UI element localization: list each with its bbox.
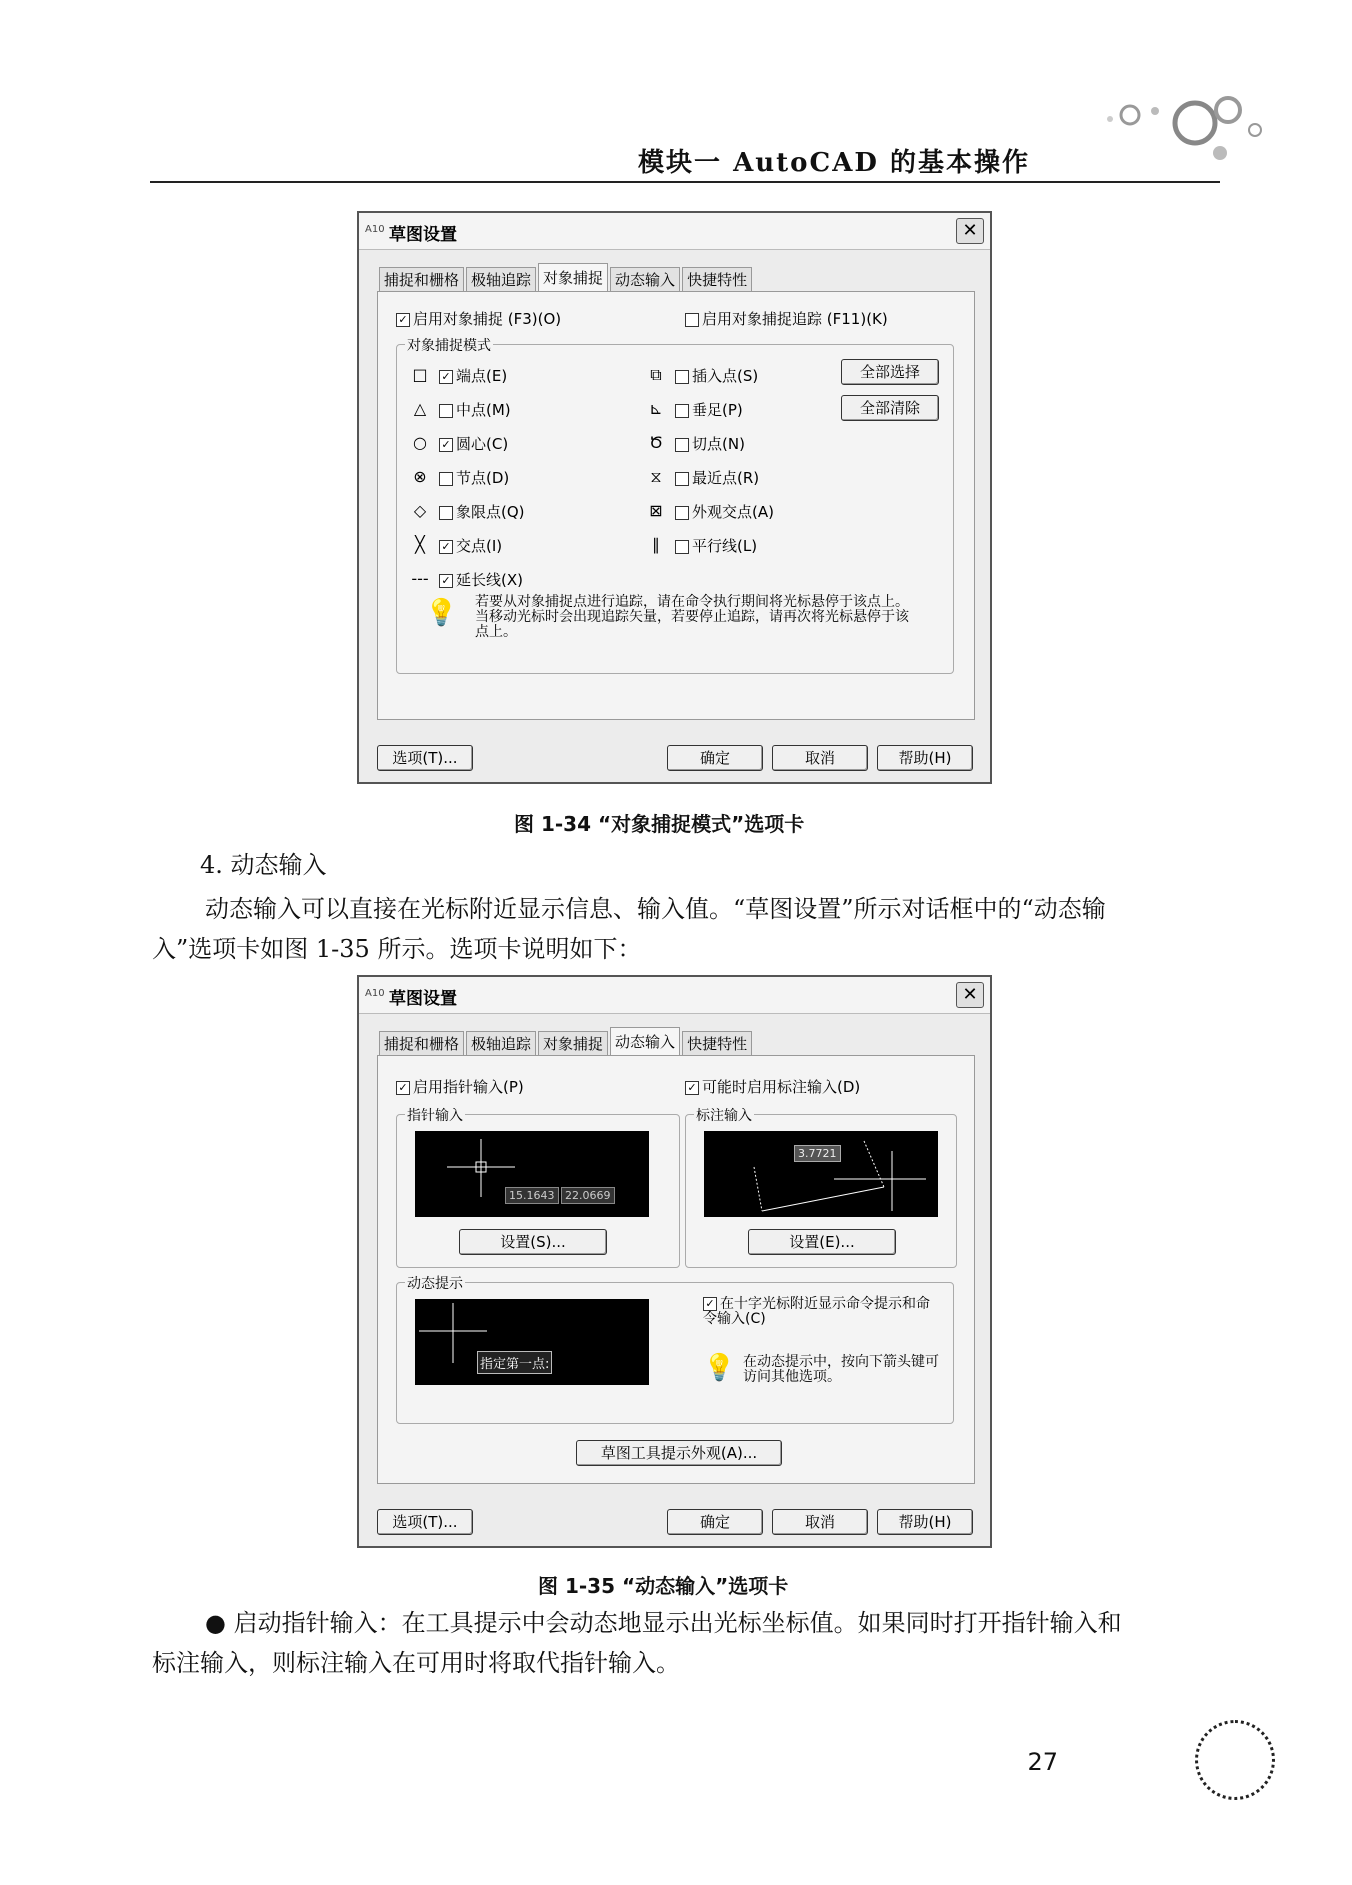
snap-symbol-icon: --- [411, 569, 429, 588]
prompt-preview [415, 1299, 649, 1385]
clear-all-button[interactable]: 全部清除 [841, 395, 939, 421]
bullet-line-1: ● 启动指针输入：在工具提示中会动态地显示出光标坐标值。如果同时打开指针输入和 [205, 1609, 1122, 1637]
checkbox-icon [675, 404, 689, 418]
pointer-y-field: 22.0669 [561, 1187, 615, 1204]
enable-tracking-label: 启用对象捕捉追踪 (F11)(K) [702, 310, 888, 328]
snap-mode-label: 延长线(X) [456, 571, 523, 589]
snap-symbol-icon: ⧖ [650, 467, 662, 486]
help-button[interactable]: 帮助(H) [877, 745, 973, 771]
tab-object-snap[interactable]: 对象捕捉 [538, 263, 608, 292]
snap-mode-label: 切点(N) [692, 435, 745, 453]
dialog-title: 草图设置 [389, 225, 457, 245]
header-decoration [1080, 85, 1280, 175]
header-rule [150, 181, 1220, 183]
snap-mode-label: 最近点(R) [692, 469, 760, 487]
snap-mode-label: 插入点(S) [692, 367, 759, 385]
lightbulb-icon: 💡 [703, 1353, 736, 1383]
checkbox-checked-icon: ✓ [439, 370, 453, 384]
enable-tracking-checkbox[interactable] [685, 308, 888, 329]
dynamic-prompt-group [396, 1276, 954, 1424]
checkbox-icon [439, 404, 453, 418]
paragraph-line-1: 动态输入可以直接在光标附近显示信息、输入值。“草图设置”所示对话框中的“动态输 [205, 895, 1106, 923]
pointer-preview [415, 1131, 649, 1217]
figure-caption-1-34: 图 1-34 “对象捕捉模式”选项卡 [514, 812, 805, 836]
ok-button[interactable]: 确定 [667, 1509, 763, 1535]
tab-object-snap[interactable]: 对象捕捉 [538, 1031, 608, 1056]
snap-symbol-icon: ⊾ [649, 399, 663, 418]
snap-mode-checkbox[interactable] [439, 501, 525, 522]
snap-mode-checkbox[interactable] [439, 399, 511, 420]
page-number-ring [1195, 1720, 1275, 1800]
dynamic-prompt-title: 动态提示 [405, 1273, 465, 1293]
enable-osnap-label: 启用对象捕捉 (F3)(O) [413, 310, 562, 328]
titlebar [359, 213, 990, 250]
pointer-settings-button[interactable]: 设置(S)... [459, 1229, 607, 1255]
checkbox-icon [675, 370, 689, 384]
options-button[interactable]: 选项(T)... [377, 745, 473, 771]
snap-mode-label: 象限点(Q) [456, 503, 525, 521]
snap-symbol-icon: ⧉ [650, 365, 662, 384]
cancel-button[interactable]: 取消 [772, 1509, 868, 1535]
snap-mode-label: 垂足(P) [692, 401, 743, 419]
dialog-object-snap [357, 211, 992, 784]
close-icon[interactable]: ✕ [956, 982, 984, 1008]
snap-symbol-icon: ∥ [652, 535, 660, 554]
snap-mode-checkbox[interactable] [675, 501, 774, 522]
dimension-preview-icon [704, 1131, 938, 1217]
checkbox-checked-icon: ✓ [685, 1081, 699, 1095]
dim-value-field: 3.7721 [794, 1145, 841, 1162]
enable-osnap-checkbox[interactable] [396, 308, 561, 329]
options-button[interactable]: 选项(T)... [377, 1509, 473, 1535]
section-heading: 4. 动态输入 [200, 851, 327, 879]
tab-strip [379, 1027, 754, 1055]
checkbox-icon [439, 472, 453, 486]
snap-mode-checkbox[interactable] [439, 535, 502, 556]
paragraph-line-2: 入”选项卡如图 1-35 所示。选项卡说明如下： [152, 935, 642, 963]
snap-symbol-icon: Ծ [649, 433, 663, 452]
autocad-app-icon: A10 [365, 988, 385, 999]
prompt-hint: 在动态提示中，按向下箭头键可访问其他选项。 [743, 1354, 939, 1385]
dim-input-title: 标注输入 [694, 1105, 754, 1125]
snap-mode-checkbox[interactable] [675, 535, 757, 556]
snap-mode-checkbox[interactable] [439, 569, 523, 590]
snap-mode-label: 节点(D) [456, 469, 510, 487]
figure-caption-1-35: 图 1-35 “动态输入”选项卡 [538, 1574, 789, 1598]
snap-mode-checkbox[interactable] [439, 433, 508, 454]
snap-symbol-icon: △ [413, 399, 427, 418]
page-number: 27 [1027, 1748, 1058, 1776]
checkbox-checked-icon: ✓ [396, 313, 410, 327]
crosshair-icon [415, 1131, 649, 1217]
autocad-app-icon: A10 [365, 224, 385, 235]
tracking-hint: 若要从对象捕捉点进行追踪，请在命令执行期间将光标悬停于该点上。当移动光标时会出现追踪矢量，若要停止追踪，请再次将光标悬停于该点上。 [475, 594, 909, 640]
cancel-button[interactable]: 取消 [772, 745, 868, 771]
tab-dynamic-input[interactable]: 动态输入 [610, 267, 680, 292]
tab-panel [377, 291, 975, 720]
titlebar [359, 977, 990, 1014]
snap-mode-label: 平行线(L) [692, 537, 758, 555]
pointer-input-group [396, 1108, 680, 1268]
checkbox-icon [685, 313, 699, 327]
help-button[interactable]: 帮助(H) [877, 1509, 973, 1535]
tab-dynamic-input[interactable]: 动态输入 [610, 1027, 680, 1056]
bullet-line-2: 标注输入，则标注输入在可用时将取代指针输入。 [152, 1649, 680, 1677]
dialog-dynamic-input [357, 975, 992, 1548]
snap-mode-label: 端点(E) [456, 367, 508, 385]
checkbox-icon [439, 506, 453, 520]
snap-symbol-icon: □ [412, 365, 428, 384]
pointer-x-field: 15.1643 [505, 1187, 559, 1204]
checkbox-checked-icon: ✓ [439, 438, 453, 452]
snap-mode-checkbox[interactable] [675, 467, 759, 488]
tab-quick-properties[interactable]: 快捷特性 [682, 1031, 752, 1056]
tooltip-appearance-button[interactable]: 草图工具提示外观(A)... [576, 1440, 782, 1466]
show-prompts-label: 在十字光标附近显示命令提示和命令输入(C) [703, 1296, 930, 1327]
snap-mode-checkbox[interactable] [439, 467, 509, 488]
tab-strip [379, 263, 754, 291]
enable-pointer-label: 启用指针输入(P) [413, 1078, 524, 1096]
snap-symbol-icon: ⊠ [649, 501, 663, 520]
snap-symbol-icon: ○ [413, 433, 427, 452]
snap-mode-checkbox[interactable] [439, 365, 507, 386]
snap-mode-label: 中点(M) [456, 401, 511, 419]
checkbox-icon [675, 540, 689, 554]
dialog-title: 草图设置 [389, 989, 457, 1009]
snap-mode-label: 外观交点(A) [692, 503, 774, 521]
prompt-tooltip: 指定第一点: [477, 1351, 552, 1374]
tab-quick-properties[interactable]: 快捷特性 [682, 267, 752, 292]
select-all-button[interactable]: 全部选择 [841, 359, 939, 385]
checkbox-checked-icon: ✓ [396, 1081, 410, 1095]
checkbox-icon [675, 506, 689, 520]
dim-input-group [685, 1108, 957, 1268]
tab-polar[interactable]: 极轴追踪 [466, 1031, 536, 1056]
snap-mode-checkbox[interactable] [675, 433, 745, 454]
dim-preview [704, 1131, 938, 1217]
tab-panel [377, 1055, 975, 1484]
pointer-input-title: 指针输入 [405, 1105, 465, 1125]
enable-pointer-checkbox[interactable] [396, 1076, 524, 1097]
snap-mode-label: 交点(I) [456, 537, 503, 555]
checkbox-checked-icon: ✓ [439, 574, 453, 588]
snap-modes-group [396, 338, 954, 674]
enable-dim-label: 可能时启用标注输入(D) [702, 1078, 861, 1096]
checkbox-icon [675, 438, 689, 452]
close-icon[interactable]: ✕ [956, 218, 984, 244]
snap-symbol-icon: ◇ [413, 501, 427, 520]
tab-snap-grid[interactable]: 捕捉和栅格 [379, 267, 464, 292]
enable-dim-checkbox[interactable] [685, 1076, 860, 1097]
dim-settings-button[interactable]: 设置(E)... [748, 1229, 896, 1255]
lightbulb-icon: 💡 [425, 598, 458, 628]
tab-polar[interactable]: 极轴追踪 [466, 267, 536, 292]
running-header: 模块一 AutoCAD 的基本操作 [638, 148, 1030, 178]
snap-mode-checkbox[interactable] [675, 365, 758, 386]
ok-button[interactable]: 确定 [667, 745, 763, 771]
checkbox-icon [675, 472, 689, 486]
snap-modes-group-title: 对象捕捉模式 [405, 335, 493, 355]
snap-symbol-icon: ⊗ [413, 467, 427, 486]
show-prompts-checkbox[interactable] [703, 1297, 941, 1327]
snap-mode-checkbox[interactable] [675, 399, 743, 420]
snap-mode-label: 圆心(C) [456, 435, 509, 453]
checkbox-checked-icon: ✓ [703, 1297, 717, 1311]
tab-snap-grid[interactable]: 捕捉和栅格 [379, 1031, 464, 1056]
checkbox-checked-icon: ✓ [439, 540, 453, 554]
snap-symbol-icon: ╳ [415, 535, 425, 554]
